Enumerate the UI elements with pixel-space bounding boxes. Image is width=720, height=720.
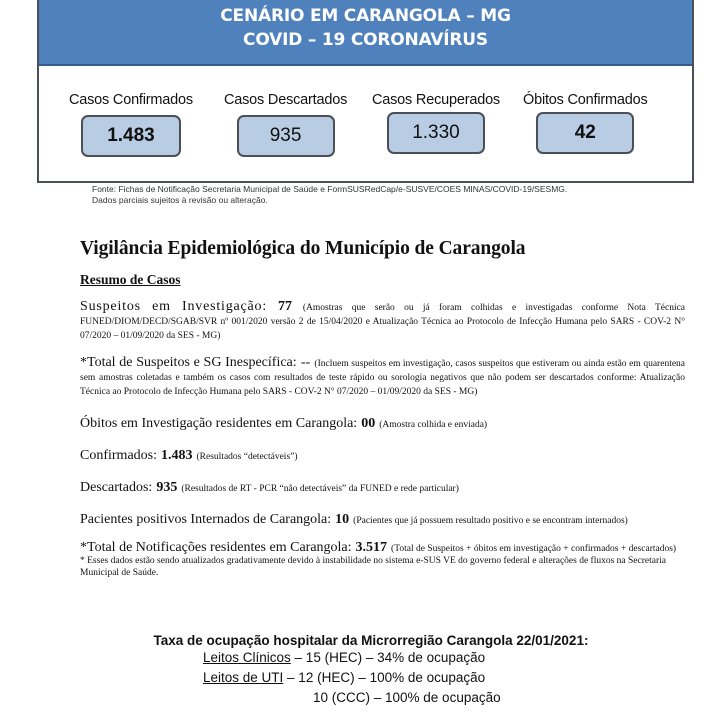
header-title-line2: COVID – 19 CORONAVÍRUS: [243, 30, 488, 50]
document-subtitle: Resumo de Casos: [80, 272, 181, 287]
stat-discarded: [224, 92, 347, 157]
occupancy-line-icu: [0, 668, 720, 688]
stat-label: Casos Recuperados: [372, 92, 500, 108]
stat-recovered: [372, 92, 500, 154]
entry-discarded: [80, 478, 685, 496]
stat-deaths: [523, 92, 648, 154]
hospital-occupancy: [0, 633, 720, 708]
entry-label: Pacientes positivos Internados de Carangola:: [80, 512, 332, 527]
stat-value: 935: [237, 115, 335, 157]
disclaimer-line: Dados parciais sujeitos à revisão ou alteração.: [92, 195, 268, 205]
entry-label: *Total de Notificações residentes em Carangola:: [80, 540, 352, 555]
stat-label: Óbitos Confirmados: [523, 92, 648, 108]
entry-note: (Amostra colhida e enviada): [379, 420, 488, 430]
entry-deaths-investigation: [80, 414, 685, 432]
stat-confirmed: [69, 92, 193, 157]
occupancy-label: Leitos de UTI: [203, 670, 284, 685]
entry-label: Suspeitos em Investigação:: [80, 299, 268, 314]
entry-label: *Total de Suspeitos e SG Inespecífica:: [80, 355, 297, 370]
entry-value: --: [300, 355, 311, 370]
entry-label: Óbitos em Investigação residentes em Carangola:: [80, 416, 358, 431]
entry-suspects: [80, 300, 685, 342]
entry-note: (Incluem suspeitos em investigação, casos suspeitos que estiveram ou ainda estão em quarentena sem amostras coletadas e também os casos com resultados de teste rápido ou sorologia negativos que não podem ser descartados conforme: Atualização Técnica ao Protocolo de Infecção Humana pelo SARS - COV-2 N° 07/2020 – 01/09/2020 da SES - MG): [80, 359, 686, 397]
entry-value: 00: [361, 416, 376, 431]
source-note: [92, 184, 567, 206]
entry-label: Descartados:: [80, 480, 153, 495]
document-title: Vigilância Epidemiológica do Município de Carangola: [80, 238, 526, 259]
footnote: * Esses dados estão sendo atualizados gradativamente devido à instabilidade no sistema e-SUS VE do governo federal e alterações de fluxos na Secretaria Municipal de Saúde.: [80, 556, 666, 578]
panel-header: [39, 0, 692, 66]
entry-label: Confirmados:: [80, 448, 157, 463]
occupancy-text: – 12 (HEC) – 100% de ocupação: [283, 670, 486, 685]
stat-label: Casos Confirmados: [69, 92, 193, 108]
source-line: Fonte: Fichas de Notificação Secretaria Municipal de Saúde e FormSUSRedCap/e-SUSVE/COES MINAS/COVID-19/SESMG.: [92, 184, 568, 194]
stat-label: Casos Descartados: [224, 92, 348, 108]
entry-note: (Pacientes que já possuem resultado positivo e se encontram internados): [353, 516, 628, 526]
entry-value: 935: [156, 480, 178, 495]
occupancy-text: – 15 (HEC) – 34% de ocupação: [290, 650, 486, 665]
surveillance-document: [80, 238, 685, 579]
covid-summary-panel: [37, 0, 694, 183]
header-title-line1: CENÁRIO EM CARANGOLA – MG: [220, 6, 511, 26]
stat-value: 42: [536, 112, 634, 154]
occupancy-label: Leitos Clínicos: [203, 650, 291, 665]
stat-value: 1.483: [81, 115, 181, 157]
occupancy-line-icu-ccc: [0, 688, 720, 708]
entry-note: (Resultados de RT - PCR “não detectáveis” da FUNED e rede particular): [181, 484, 459, 494]
entry-total-suspects: [80, 356, 685, 398]
entry-hospitalized: [80, 510, 685, 528]
entry-note: (Resultados “detectáveis”): [196, 452, 298, 462]
entry-value: 3.517: [355, 540, 388, 555]
entry-note: (Total de Suspeitos + óbitos em investigação + confirmados + descartados): [391, 544, 677, 554]
entry-value: 1.483: [161, 448, 193, 463]
entry-confirmed: [80, 446, 685, 464]
occupancy-title: Taxa de ocupação hospitalar da Microrregião Carangola 22/01/2021:: [153, 633, 589, 648]
occupancy-text: 10 (CCC) – 100% de ocupação: [313, 690, 501, 705]
stat-value: 1.330: [387, 112, 485, 154]
entry-note: (Amostras que serão ou já foram colhidas e investigadas conforme Nota Técnica FUNED/DIOM/DECD/SGAB/SVR nº 001/2020 versão 2 de 15/04/2020 e Atualização Técnica ao Protocolo de Infecção Humana pelo SARS - COV-2 N° 07/2020 – 01/09/2020 da SES - MG): [80, 303, 686, 341]
occupancy-line-clinical: [0, 648, 720, 668]
entry-value: 10: [335, 512, 350, 527]
entry-value: 77: [277, 299, 292, 314]
entry-total-notifications: [80, 540, 685, 555]
